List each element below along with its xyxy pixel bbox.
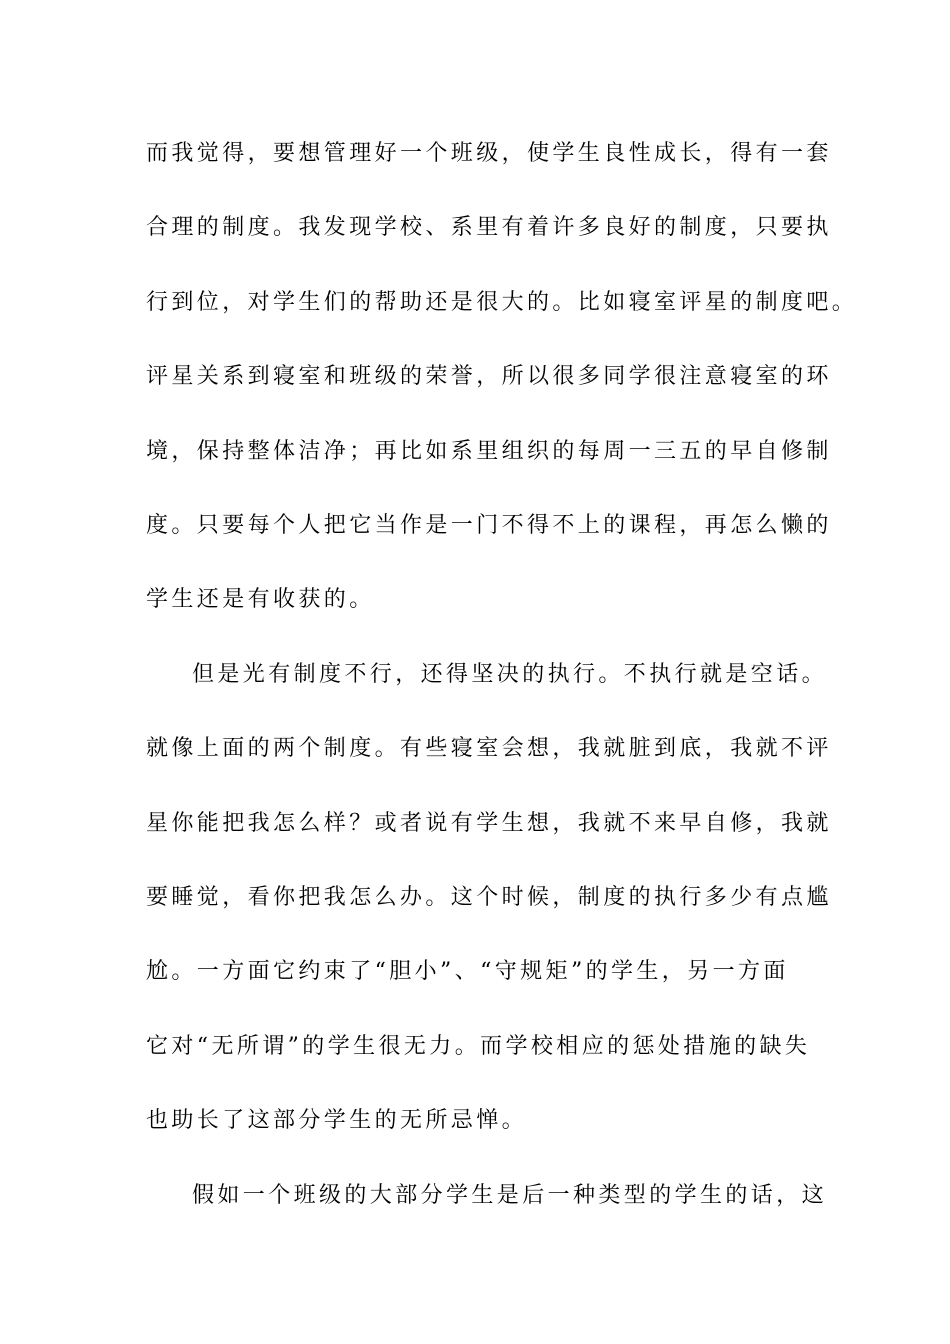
text-line: 星你能把我怎么样？或者说有学生想，我就不来早自修，我就	[146, 811, 832, 836]
text-line: 评星关系到寝室和班级的荣誉，所以很多同学很注意寝室的环	[146, 364, 832, 389]
text-line: 它对“无所谓”的学生很无力。而学校相应的惩处措施的缺失	[146, 1034, 811, 1059]
text-line: 尬。一方面它约束了“胆小”、“守规矩”的学生，另一方面	[146, 959, 789, 984]
text-line: 但是光有制度不行，还得坚决的执行。不执行就是空话。	[192, 662, 828, 687]
text-line: 境，保持整体洁净；再比如系里组织的每周一三五的早自修制	[146, 439, 832, 464]
text-line: 度。只要每个人把它当作是一门不得不上的课程，再怎么懒的	[146, 513, 832, 538]
text-line: 也助长了这部分学生的无所忌惮。	[146, 1108, 528, 1133]
text-line: 而我觉得，要想管理好一个班级，使学生良性成长，得有一套	[146, 141, 832, 166]
text-line: 要睡觉，看你把我怎么办。这个时候，制度的执行多少有点尴	[146, 885, 832, 910]
text-line: 就像上面的两个制度。有些寝室会想，我就脏到底，我就不评	[146, 736, 832, 761]
text-line: 学生还是有收获的。	[146, 587, 375, 612]
text-line: 行到位，对学生们的帮助还是很大的。比如寝室评星的制度吧。	[146, 290, 858, 315]
text-line: 假如一个班级的大部分学生是后一种类型的学生的话，这	[192, 1183, 828, 1208]
text-line: 合理的制度。我发现学校、系里有着许多良好的制度，只要执	[146, 215, 832, 240]
